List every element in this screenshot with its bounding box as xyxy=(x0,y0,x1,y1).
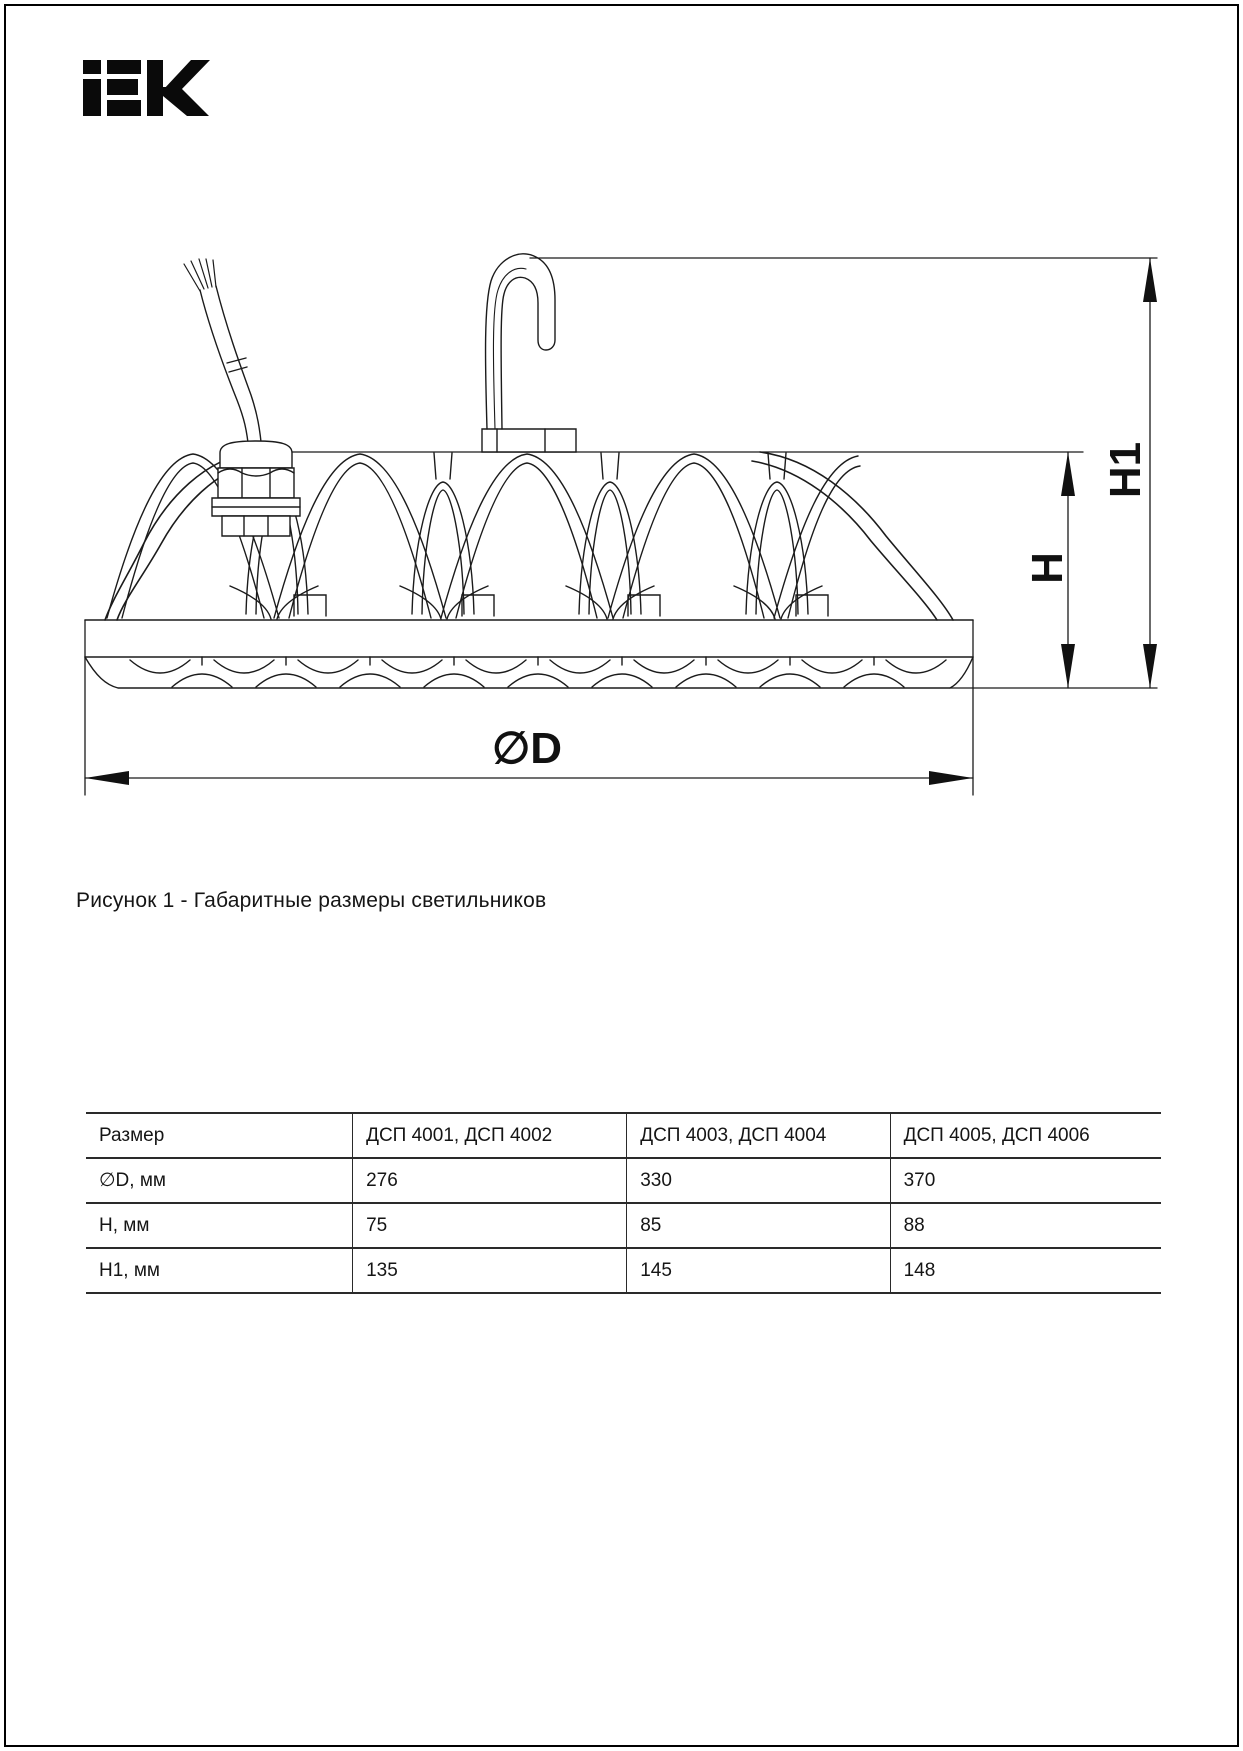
cable-break-marks xyxy=(227,358,247,372)
table-cell-diameter-1: 276 xyxy=(353,1158,627,1203)
luminaire-dimension-drawing xyxy=(0,0,1243,830)
dim-label-h: Н xyxy=(1023,552,1072,584)
table-header-size: Размер xyxy=(86,1113,353,1158)
power-cable xyxy=(184,259,262,452)
fin-top-ribs xyxy=(268,453,786,479)
hook-body xyxy=(486,254,555,429)
table-row-label-diameter: ∅D, мм xyxy=(86,1158,353,1203)
table-cell-h-1: 75 xyxy=(353,1203,627,1248)
cable-sheath xyxy=(200,286,262,452)
arrow-h1-down xyxy=(1143,644,1157,688)
dimensions-table xyxy=(86,1112,1161,1294)
arrow-h-down xyxy=(1061,644,1075,688)
suspension-hook xyxy=(482,254,576,452)
base-plate-band xyxy=(85,620,973,657)
table-cell-diameter-2: 330 xyxy=(627,1158,890,1203)
cable-gland xyxy=(212,441,300,536)
arrow-d-left xyxy=(85,771,129,785)
gland-cap xyxy=(220,441,292,468)
cable-wire-strands xyxy=(184,259,216,291)
table-cell-h1-2: 145 xyxy=(627,1248,890,1293)
table-cell-h1-1: 135 xyxy=(353,1248,627,1293)
table-cell-h-3: 88 xyxy=(890,1203,1161,1248)
table-cell-h-2: 85 xyxy=(627,1203,890,1248)
hook-mount-block xyxy=(482,429,576,452)
table-row-label-h: Н, мм xyxy=(86,1203,353,1248)
fin-small-arc-inner xyxy=(256,490,798,614)
table-cell-h1-3: 148 xyxy=(890,1248,1161,1293)
arrow-h1-up xyxy=(1143,258,1157,302)
fin-small-arc-outer xyxy=(246,482,808,614)
dimensions-table-grid xyxy=(86,1112,1161,1294)
arrow-h-up xyxy=(1061,452,1075,496)
luminaire-base-plate xyxy=(85,620,973,688)
table-row-diameter xyxy=(86,1158,1161,1203)
fin-base-junctions xyxy=(230,586,822,619)
table-row-h1 xyxy=(86,1248,1161,1293)
lattice-chevrons xyxy=(172,674,904,687)
gland-lower-block xyxy=(222,516,290,536)
table-header-model-3: ДСП 4005, ДСП 4006 xyxy=(890,1113,1161,1158)
hook-body-accent xyxy=(493,268,526,429)
table-header-model-1: ДСП 4001, ДСП 4002 xyxy=(353,1113,627,1158)
arrow-d-right xyxy=(929,771,973,785)
fin-base-blocks xyxy=(294,595,828,616)
table-row-h xyxy=(86,1203,1161,1248)
table-header-row xyxy=(86,1113,1161,1158)
gland-hex-nut xyxy=(218,468,294,498)
table-header-model-2: ДСП 4003, ДСП 4004 xyxy=(627,1113,890,1158)
dim-label-d: ∅D xyxy=(491,724,563,773)
figure-caption: Рисунок 1 - Габаритные размеры светильников xyxy=(76,889,547,912)
table-cell-diameter-3: 370 xyxy=(890,1158,1161,1203)
dim-label-h1: Н1 xyxy=(1101,441,1150,499)
table-row-label-h1: Н1, мм xyxy=(86,1248,353,1293)
